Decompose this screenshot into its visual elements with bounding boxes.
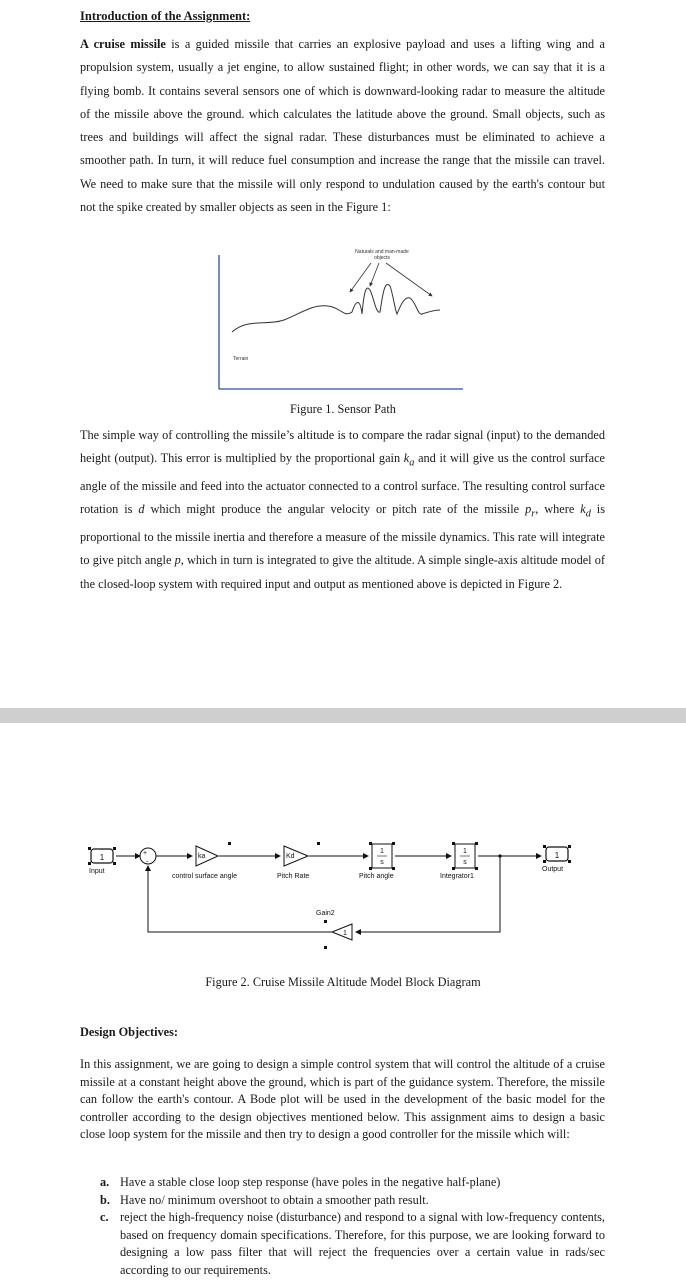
integrator-2-denominator: s: [463, 859, 467, 866]
objectives-list: [100, 1174, 605, 1279]
sum-block[interactable]: [140, 848, 156, 866]
output-label: Output: [542, 866, 564, 873]
fig1-annotation-arrow-2: [370, 263, 379, 286]
sum-minus-sign: -: [146, 859, 149, 866]
gain-ka-block[interactable]: [196, 842, 231, 866]
design-objectives-heading: Design Objectives:: [80, 1025, 179, 1039]
p2-text-3: which might produce the angular velocity or pitch rate of the missile: [144, 502, 526, 517]
intro-bold-term: A cruise missile: [80, 37, 166, 51]
page-bottom: [0, 723, 686, 1280]
input-port-block[interactable]: [88, 847, 116, 865]
list-item-letter: c.: [100, 1210, 109, 1224]
symbol-pr-subscript: r: [531, 508, 536, 520]
p2-text-6: , which in turn is integrated to give the altitude. A simple single-axis altitude model of the closed-loop system with required input and output as mentioned above is depicted in Figure 2.: [80, 553, 605, 591]
figure-2-block-diagram: [80, 833, 600, 973]
figure-1-caption: Figure 1. Sensor Path: [290, 402, 396, 416]
input-port-number: 1: [99, 853, 105, 862]
list-item-text: Have no/ minimum overshoot to obtain a smoother path result.: [120, 1192, 429, 1207]
fig1-terrain-curve: [232, 284, 440, 332]
symbol-p: p: [174, 553, 181, 568]
label-pitch-angle: Pitch angle: [359, 873, 394, 880]
list-item-text: Have a stable close loop step response (have poles in the negative half-plane): [120, 1175, 501, 1189]
p2-text-2: and it will give us the control surface angle of the missile and feed into the actuator connected to a control surface. The resulting control surface rotation is: [80, 451, 605, 517]
p2-text-5: is proportional to the missile inertia and therefore a measure of the missile dynamics. This rate will integrate to give pitch angle: [80, 502, 605, 568]
intro-paragraph-text: is a guided missile that carries an explosive payload and uses a lifting wing and a propulsion system, usually a jet engine, to allow sustained flight; in other words, we can say that it is a flying bomb. It contains several sensors one of which is downward-looking radar to measure the altitude of the missile above the ground. which calculates the latitude above the ground. Small objects, such as trees and buildings will affect the signal radar. These disturbances must be eliminated to achieve a smoother path. In turn, it will reduce fuel consumption and increase the range that the missile can travel. We need to make sure that the missile will only respond to undulation caused by the earth's contour but not the spike created by smaller objects as seen in the Figure 1:: [80, 37, 605, 215]
intro-paragraph: [80, 33, 605, 219]
gain2-label: Gain2: [316, 910, 335, 917]
list-item: [100, 1192, 605, 1210]
list-item-letter: a.: [100, 1175, 110, 1189]
gain-kd-label: Kd: [286, 853, 295, 860]
integrator-1-denominator: s: [380, 859, 384, 866]
integrator-2-numerator: 1: [463, 848, 467, 855]
gain-ka-label: ka: [198, 853, 206, 860]
figure-2-caption: Figure 2. Cruise Missile Altitude Model Block Diagram: [205, 975, 481, 989]
design-paragraph: In this assignment, we are going to design a simple control system that will control the altitude of a cruise missile at a constant height above the ground, which is part of the guidance system. Therefore, the missile can follow the earth's contour. A Bode plot will be used in the development of the basic model for the controller according to the design objectives mentioned below. This assignment aims to design a basic close loop system for the missile and then try to design a good controller for the missile which will:: [80, 1057, 605, 1141]
fig1-annotation-line-1: Naturals and man-made: [355, 249, 409, 255]
page-separator: [0, 708, 686, 723]
gain-kd-block[interactable]: [284, 842, 320, 866]
sum-plus-sign: +: [143, 850, 148, 857]
symbol-ka-subscript: a: [409, 457, 415, 469]
intro-title: Introduction of the Assignment:: [80, 9, 251, 23]
integrator-1-numerator: 1: [380, 848, 384, 855]
output-port-number: 1: [554, 851, 560, 860]
list-item: [100, 1209, 605, 1279]
label-pitch-rate: Pitch Rate: [277, 873, 310, 880]
label-control-surface-angle: control surface angle: [172, 873, 237, 880]
symbol-d: d: [138, 502, 145, 517]
p2-text-1: The simple way of controlling the missile’s altitude is to compare the radar signal (input) to the demanded height (output). This error is multiplied by the proportional gain: [80, 428, 605, 466]
fig1-annotation-line-2: objects: [374, 255, 390, 261]
p2-text-4: , where: [535, 502, 581, 517]
list-item: [100, 1174, 605, 1192]
symbol-pr: p: [525, 502, 532, 517]
fig1-terrain-label: Terrain: [233, 356, 249, 362]
symbol-kd-subscript: d: [585, 508, 591, 520]
symbol-kd: k: [580, 502, 586, 517]
integrator-block-2[interactable]: [452, 842, 478, 870]
figure-1-sensor-path: [200, 240, 470, 400]
control-paragraph: [80, 424, 605, 596]
list-item-text: reject the high-frequency noise (disturbance) and respond to a signal with low-frequency contents, based on frequency domain specifications. Therefore, for this purpose, we are looking forward to designing a low pass filter that will reject the frequencies over a certain value in rads/sec according to our requirements.: [120, 1210, 605, 1277]
label-integrator1: Integrator1: [440, 873, 474, 880]
integrator-block-1[interactable]: [369, 842, 395, 870]
output-port-block[interactable]: [543, 845, 571, 863]
input-label: Input: [89, 868, 105, 875]
gain2-value: 1: [343, 930, 347, 937]
gain2-block[interactable]: [324, 920, 352, 949]
fig1-annotation-arrow-3: [386, 263, 432, 296]
symbol-ka: k: [403, 451, 410, 466]
list-item-letter: b.: [100, 1192, 110, 1207]
